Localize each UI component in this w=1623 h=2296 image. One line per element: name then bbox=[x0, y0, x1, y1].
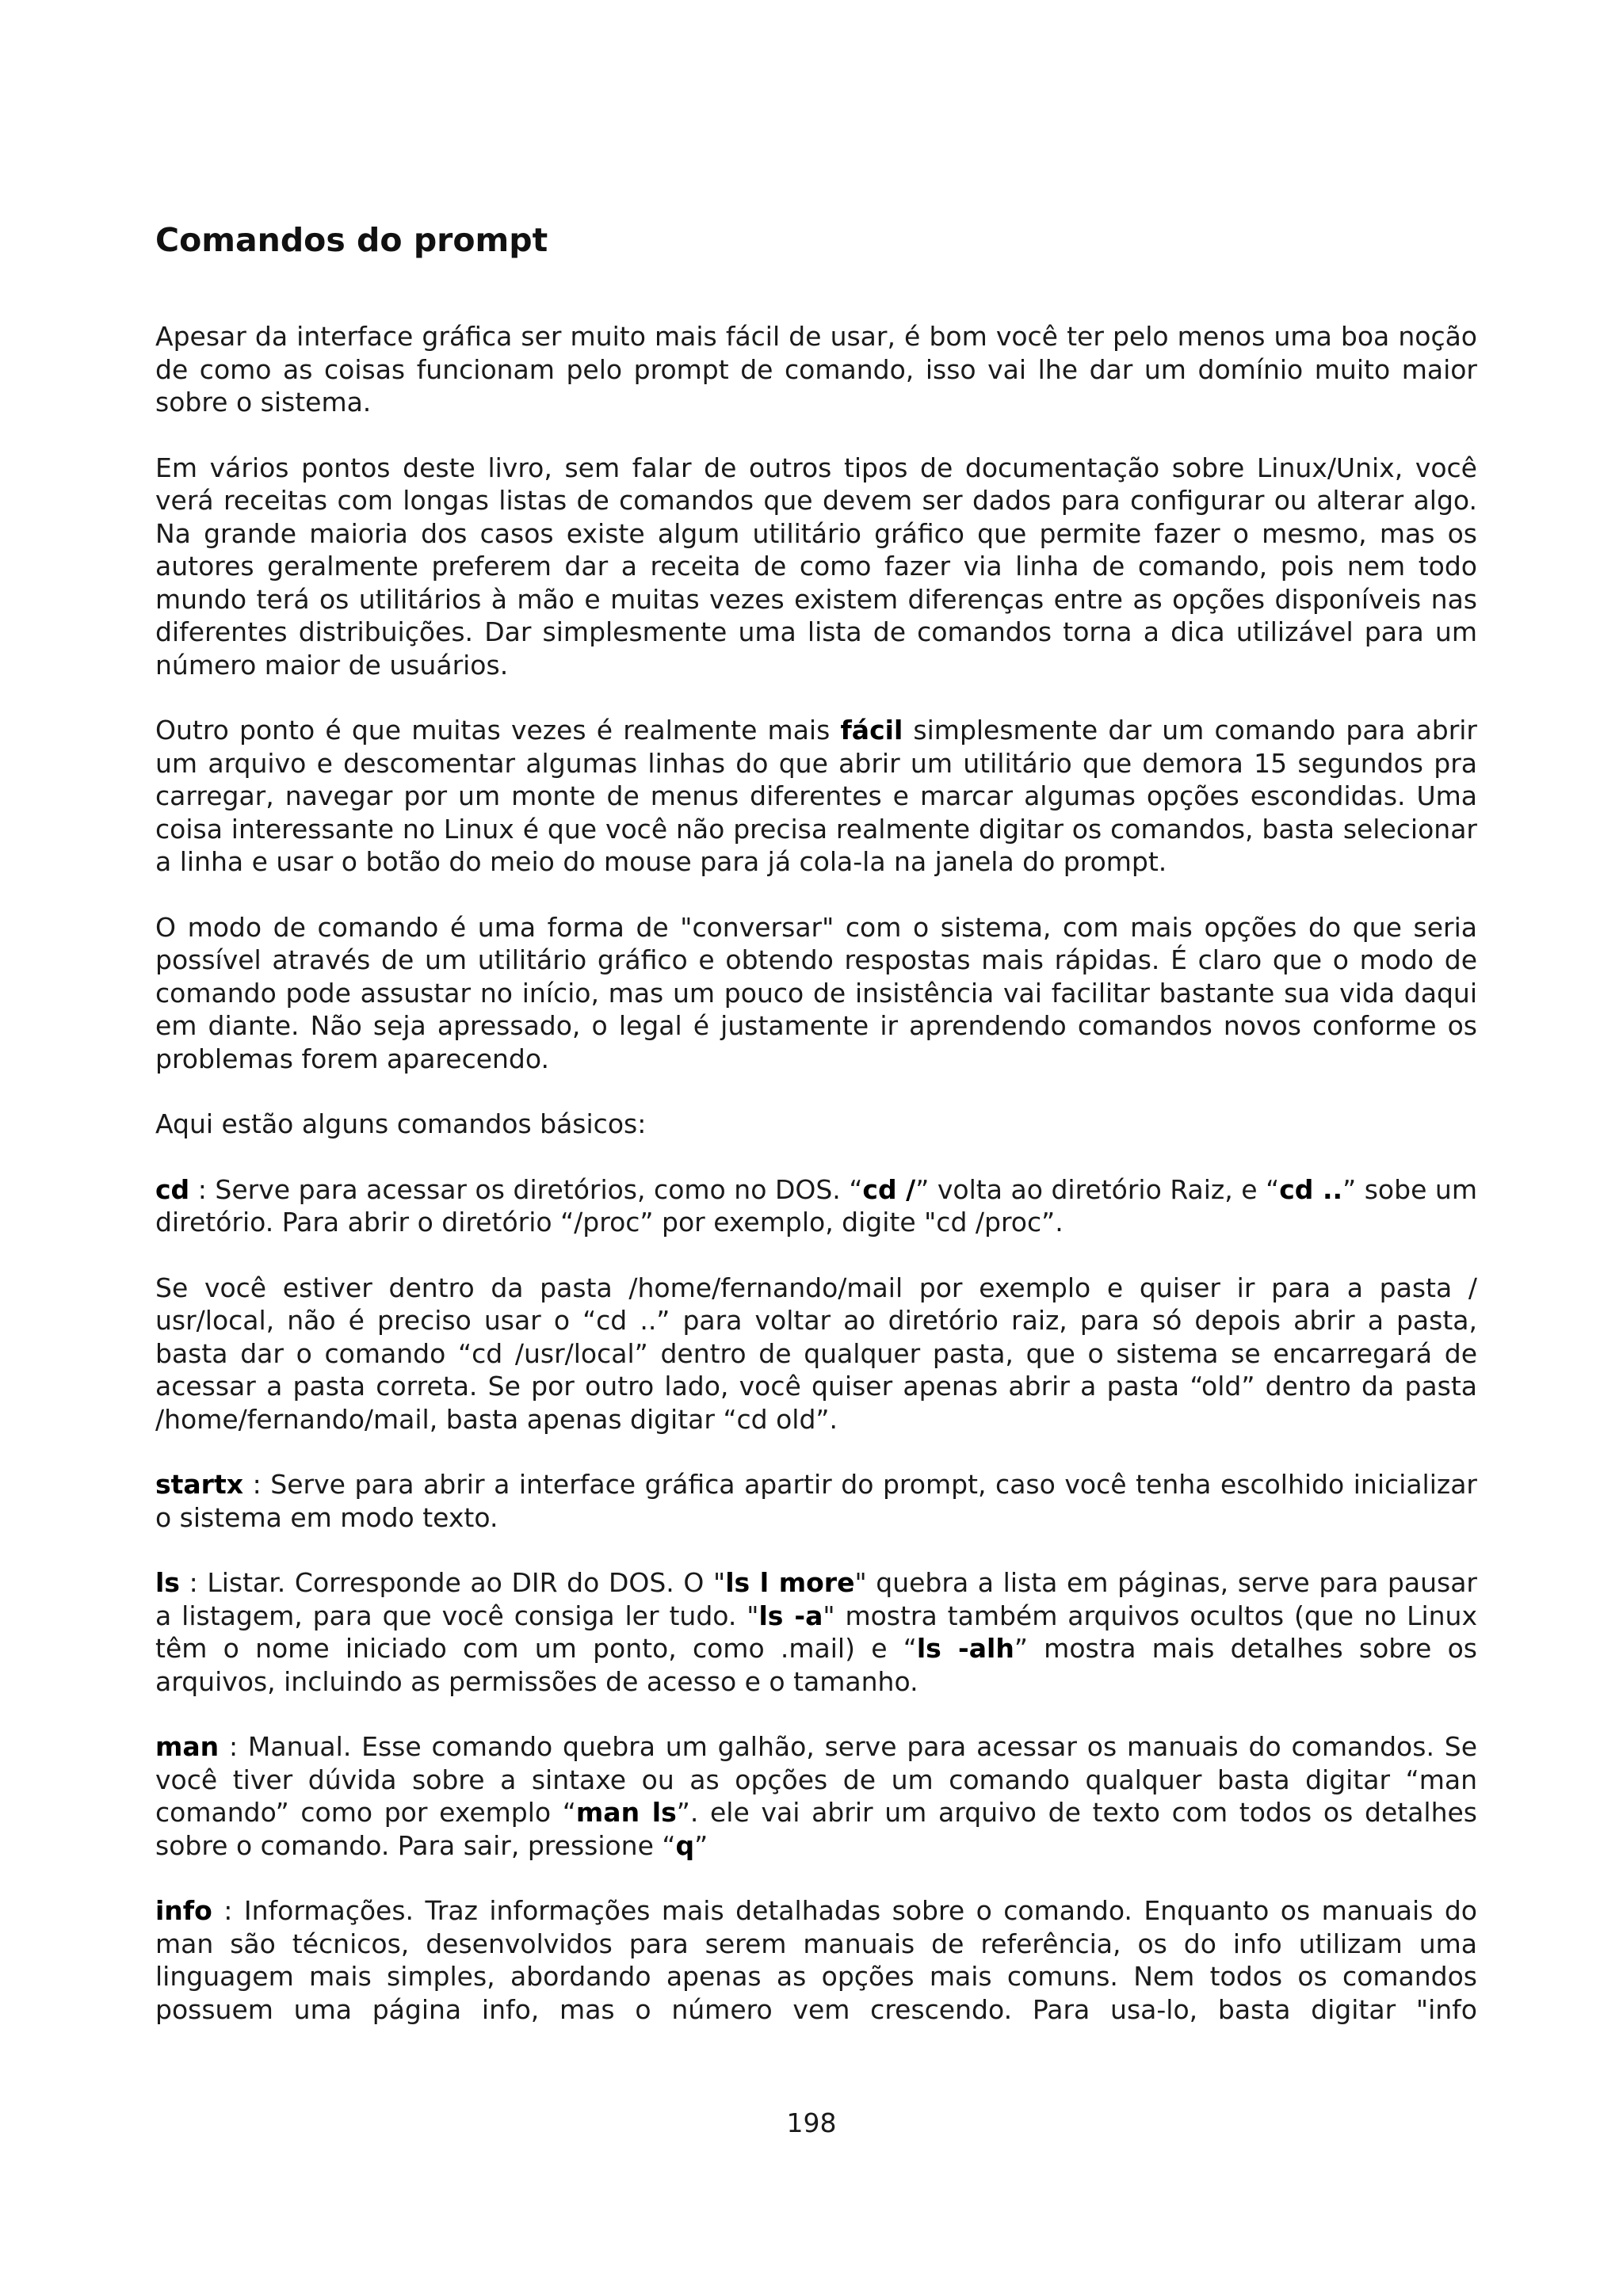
paragraph-comandos-basicos: Aqui estão alguns comandos básicos: bbox=[155, 1108, 647, 1139]
bold-term: ls -a bbox=[758, 1600, 823, 1631]
bold-term: cd .. bbox=[1279, 1173, 1343, 1205]
text-run: Outro ponto é que muitas vezes é realmente mais bbox=[155, 715, 841, 746]
page-number: 198 bbox=[786, 2107, 837, 2138]
text-run: : Manual. Esse comando quebra um galhão, serve para acessar os manuais do comandos. Se você tiver dúvida sobre a sintaxe ou as opções de um comando qualquer basta digitar “man comando” como por exemplo “ bbox=[155, 1731, 1477, 1828]
paragraph-cd-exemplo: Se você estiver dentro da pasta /home/fernando/mail por exemplo e quiser ir para a pasta / usr/local, não é preciso usar o “cd ..” para voltar ao diretório raiz, para só depois abrir a pasta, basta dar o comando “cd /usr/local” dentro de qualquer pasta, que o sistema se encarregará de acessar a pasta correta. Se por outro lado, você quiser apenas abrir a pasta “old” dentro da pasta /home/fernando/mail, basta apenas digitar “cd old”. bbox=[155, 1272, 1477, 1435]
bold-term: fácil bbox=[840, 715, 903, 746]
bold-term: cd / bbox=[862, 1173, 916, 1205]
text-run: : Serve para acessar os diretórios, como no DOS. “ bbox=[189, 1173, 863, 1205]
paragraph-outro-ponto bbox=[155, 714, 1477, 879]
text-run: ” bbox=[694, 1829, 708, 1861]
command-startx bbox=[155, 1468, 1477, 1534]
command-name: ls bbox=[155, 1567, 180, 1598]
bold-term: q bbox=[675, 1829, 695, 1861]
command-name: cd bbox=[155, 1173, 190, 1205]
command-man bbox=[155, 1730, 1477, 1862]
paragraph-intro: Apesar da interface gráfica ser muito mais fácil de usar, é bom você ter pelo menos uma boa noção de como as coisas funcionam pelo prompt de comando, isso vai lhe dar um domínio muito maior sobre o sistema. bbox=[155, 321, 1477, 418]
bold-term: ls -alh bbox=[916, 1633, 1014, 1664]
command-name: man bbox=[155, 1731, 220, 1762]
section-title: Comandos do prompt bbox=[155, 221, 548, 259]
command-name: startx bbox=[155, 1469, 244, 1500]
command-ls bbox=[155, 1566, 1477, 1698]
text-run: ”. ele vai abrir um arquivo de texto com todos os detalhes sobre o comando. Para sair, pressione “ bbox=[155, 1797, 1477, 1861]
text-run: : Informações. Traz informações mais detalhadas sobre o comando. Enquanto os manuais do man são técnicos, desenvolvidos para serem manuais de referência, os do info utilizam uma linguagem mais simples, abordando apenas as opções mais comuns. Nem todos os comandos possuem uma página info, mas o número vem crescendo. Para usa-lo, basta digitar "info bbox=[155, 1895, 1477, 2025]
bold-term: ls l more bbox=[725, 1567, 855, 1598]
command-info bbox=[155, 1894, 1477, 2026]
text-run: : Serve para abrir a interface gráfica apartir do prompt, caso você tenha escolhido inicializar o sistema em modo texto. bbox=[155, 1469, 1477, 1533]
paragraph-receitas: Em vários pontos deste livro, sem falar de outros tipos de documentação sobre Linux/Unix, você verá receitas com longas listas de comandos que devem ser dados para configurar ou alterar algo. Na grande maioria dos casos existe algum utilitário gráfico que permite fazer o mesmo, mas os autores geralmente preferem dar a receita de como fazer via linha de comando, pois nem todo mundo terá os utilitários à mão e muitas vezes existem diferenças entre as opções disponíveis nas diferentes distribuições. Dar simplesmente uma lista de comandos torna a dica utilizável para um número maior de usuários. bbox=[155, 452, 1477, 681]
command-cd bbox=[155, 1173, 1477, 1239]
paragraph-modo-comando: O modo de comando é uma forma de "conversar" com o sistema, com mais opções do que seria possível através de um utilitário gráfico e obtendo respostas mais rápidas. É claro que o modo de comando pode assustar no início, mas um pouco de insistência vai facilitar bastante sua vida daqui em diante. Não seja apressado, o legal é justamente ir aprendendo comandos novos conforme os problemas forem aparecendo. bbox=[155, 911, 1477, 1074]
text-run: simplesmente dar um comando para abrir um arquivo e descomentar algumas linhas do que abrir um utilitário que demora 15 segundos pra carregar, navegar por um monte de menus diferentes e marcar algumas opções escondidas. Uma coisa interessante no Linux é que você não precisa realmente digitar os comandos, basta selecionar a linha e usar o botão do meio do mouse para já cola-la na janela do prompt. bbox=[155, 715, 1477, 877]
bold-term: man ls bbox=[575, 1797, 677, 1828]
command-name: info bbox=[155, 1895, 212, 1926]
text-run: ” mostra mais detalhes sobre os arquivos, incluindo as permissões de acesso e o tamanho. bbox=[155, 1633, 1477, 1697]
text-run: : Listar. Corresponde ao DIR do DOS. O " bbox=[179, 1567, 726, 1598]
text-run: ” volta ao diretório Raiz, e “ bbox=[915, 1173, 1280, 1205]
text-run: " mostra também arquivos ocultos (que no Linux têm o nome iniciado com um ponto, como .mail) e “ bbox=[155, 1600, 1477, 1664]
text-run: ” sobe um diretório. Para abrir o diretório “/proc” por exemplo, digite "cd /proc”. bbox=[155, 1173, 1477, 1238]
text-run: " quebra a lista em páginas, serve para pausar a listagem, para que você consiga ler tudo. " bbox=[155, 1567, 1477, 1631]
